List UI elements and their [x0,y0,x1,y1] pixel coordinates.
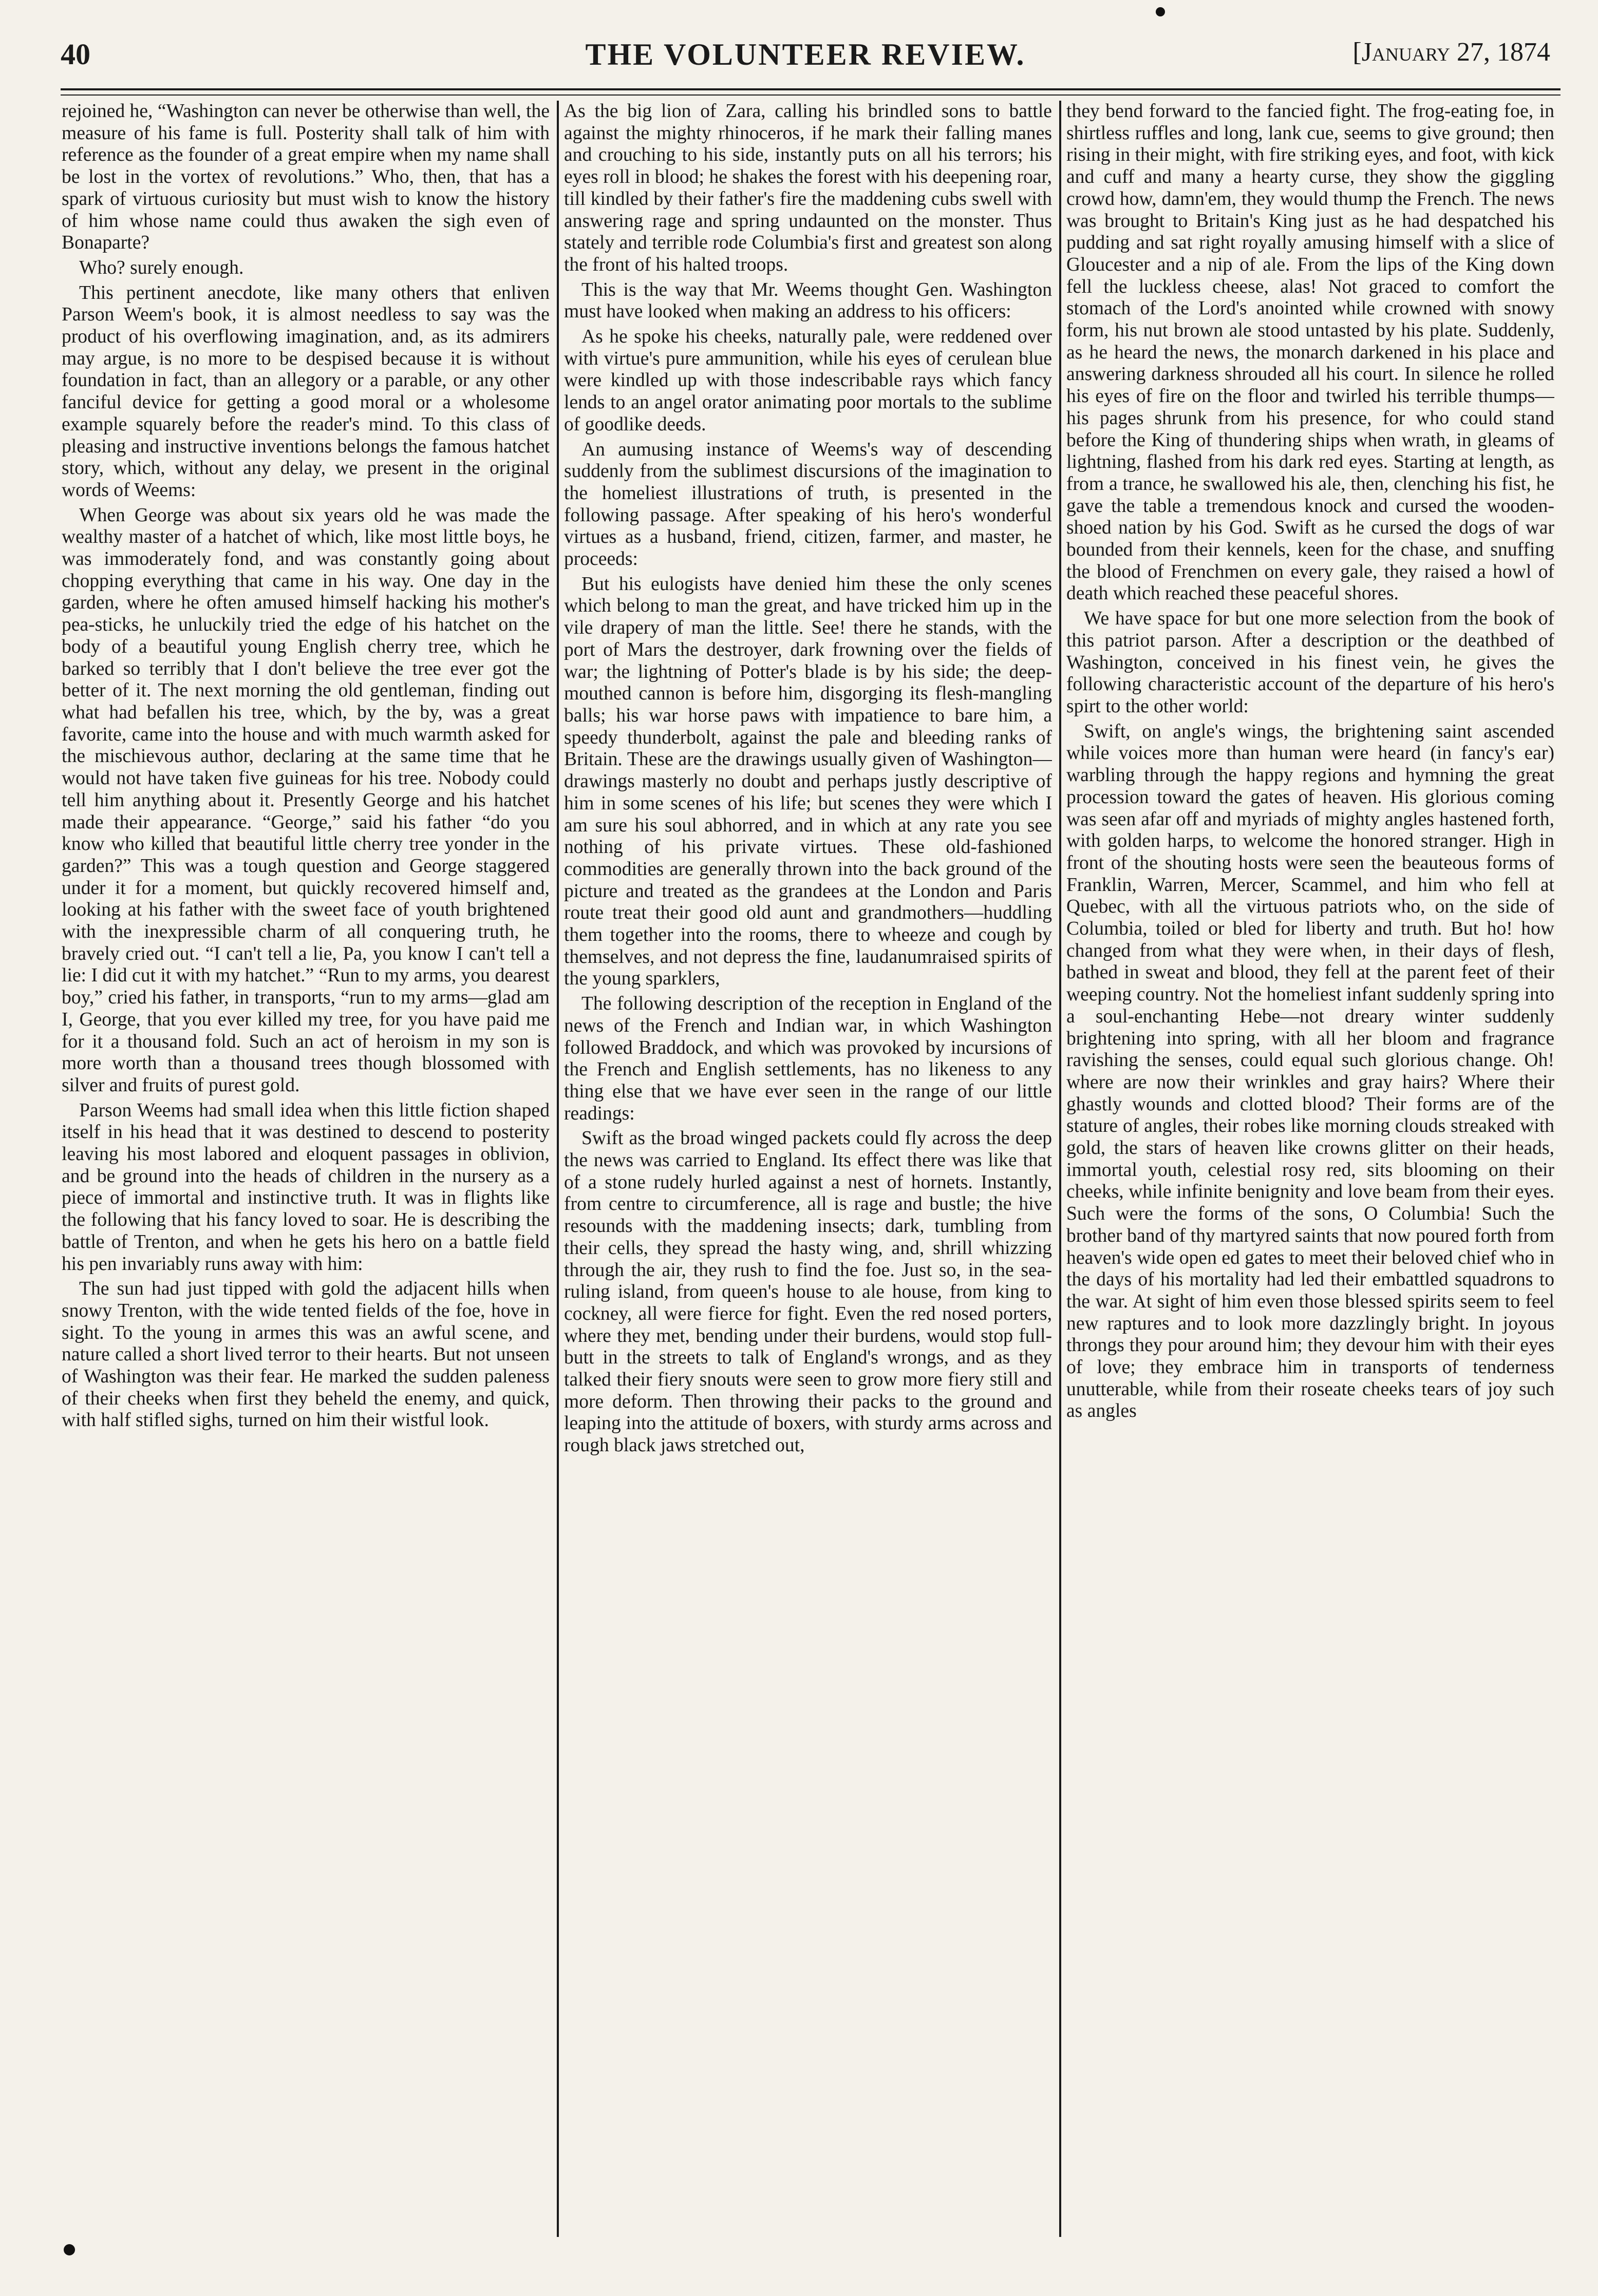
page-number: 40 [61,37,90,71]
paragraph: We have space for but one more selection from the book of this patriot parson. After a description or the deathbed of Washington, conceived in his finest vein, he gives the following characteristic account of the departure of his hero's spirt to the other world: [1066,608,1554,717]
paragraph: Parson Weems had small idea when this little fiction shaped itself in his head that it was destined to descend to posterity leaving his most labored and eloquent passages in oblivion, and be ground into the heads of children in the nursery as a piece of immortal and instinctive truth. It was in flights like the following that his fancy loved to soar. He is describing the battle of Trenton, and when he gets his hero on a battle field his pen invariably runs away with him: [62,1099,550,1275]
column-1 [62,101,550,2237]
column-3 [1066,101,1554,2237]
ink-dot [64,2244,75,2255]
paragraph: they bend forward to the fancied fight. The frog-eating foe, in shirtless ruffles and long, lank cue, seems to give ground; then rising in their might, with fire striking eyes, and foot, with kick and cuff and many a hearty curse, they show the giggling crowd how, damn'em, they would thump the French. The news was brought to Britain's King just as he had despatched his pudding and sat right royally amusing himself with a slice of Gloucester and a nip of ale. From the lips of the King down fell the luckless cheese, alas! Not graced to comfort the stomach of the Lord's anointed while crowned with snowy form, his nut brown ale stood untasted by his plate. Suddenly, as he heard the news, the monarch darkened in his place and answering darkness shrouded all his court. In silence he rolled his eyes of fire on the floor and twirled his terrible thumps—his pages shrunk from his presence, for who could stand before the King of thundering ships when wrath, in gleams of lightning, flashed from his dark red eyes. Starting at length, as from a trance, he swallowed his ale, then, clenching his fist, he gave the table a tremendous knock and cursed the wooden-shoed nation by his God. Swift as he cursed the dogs of war bounded from their kennels, keen for the chase, and snuffing the blood of Frenchmen on every gale, they raised a howl of death which reached these peaceful shores. [1066,101,1554,604]
page-header [61,37,1550,83]
paragraph: As the big lion of Zara, calling his brindled sons to battle against the mighty rhinoceros, if he mark their falling manes and crouching to his side, instantly puts on all his terrors; his eyes roll in blood; he shakes the forest with his deepening roar, till kindled by their father's fire the maddening cubs swell with answering rage and spring undaunted on the monster. Thus stately and terrible rode Columbia's first and greatest son along the front of his halted troops. [564,101,1052,275]
paragraph: An aumusing instance of Weems's way of descending suddenly from the sublimest discursions of the imagination to the homeliest illustrations of truth, is presented in the following passage. After speaking of his hero's wonderful virtues as a husband, friend, citizen, farmer, and master, he proceeds: [564,439,1052,570]
paragraph: Swift as the broad winged packets could fly across the deep the news was carried to England. Its effect there was like that of a stone rudely hurled against a nest of hornets. Instantly, from centre to circumference, all is rage and bustle; the hive resounds with the maddening insects; dark, tumbling from their cells, they spread the hasty wing, and, shrill whizzing through the air, they rush to find the foe. Just so, in the sea-ruling island, from queen's house to ale house, from king to cockney, all were fierce for fight. Even the red nosed porters, where they met, bending under their burdens, would stop full-butt in the streets to talk of England's wrongs, and as they talked their fiery snouts were seen to grow more fiery still and more deform. Then throwing their packs to the ground and leaping into the attitude of boxers, with sturdy arms across and rough black jaws stretched out, [564,1128,1052,1456]
paragraph: Swift, on angle's wings, the brightening saint ascended while voices more than human were heard (in fancy's ear) warbling through the happy regions and hymning the great procession toward the gates of heaven. His glorious coming was seen afar off and myriads of mighty angles hastened forth, with golden harps, to welcome the honored stranger. High in front of the shouting hosts were seen the beauteous forms of Franklin, Warren, Mercer, Scammel, and him who fell at Quebec, with all the virtuous patriots who, on the side of Columbia, toiled or bled for liberty and truth. But ho! how changed from what they were when, in their days of flesh, bathed in sweat and blood, they fell at the parent feet of their weeping country. Not the homeliest infant suddenly spring into a soul-enchanting Hebe—not dreary winter suddenly brightening into spring, with all her bloom and fragrance ravishing the senses, could equal such glorious change. Oh! where are now their wrinkles and gray hairs? Where their ghastly wounds and clotted blood? Their forms are of the stature of angles, their robes like morning clouds streaked with gold, the stars of heaven like crowns glitter on their heads, immortal youth, celestial rosy red, sits blooming on their cheeks, while infinite benignity and love beam from their eyes. Such were the forms of the sons, O Columbia! Such the brother band of thy martyred saints that now poured forth from heaven's wide open ed gates to meet their beloved chief who in the days of his mortality had led their embattled squadrons to the war. At sight of him even those blessed spirits seem to feel new raptures and to look more dazzlingly bright. In joyous throngs they pour around him; they devour him with their eyes of love; they embrace him in transports of tenderness unutterable, while from their roseate cheeks tears of joy such as angles [1066,720,1554,1422]
column-2 [564,101,1052,2237]
header-rule [61,88,1561,90]
paragraph: When George was about six years old he was made the wealthy master of a hatchet of which, like most little boys, he was immoderately fond, and was constantly going about chopping everything that came in his way. One day in the garden, where he often amused himself hacking his mother's pea-sticks, he unluckily tried the edge of his hatchet on the body of a beautiful young English cherry tree, which he barked so terribly that I don't believe the tree ever got the better of it. The next morning the old gentleman, finding out what had befallen his tree, which, by the by, was a great favorite, came into the house and with much warmth asked for the mischievous author, declaring at the same time that he would not have taken five guineas for his tree. Nobody could tell him anything about it. Presently George and his hatchet made their appearance. “George,” said his father “do you know who killed that beautiful little cherry tree yonder in the garden?” This was a tough question and George staggered under it for a moment, but quickly recovered himself and, looking at his father with the sweet face of youth brightened with the inexpressible charm of all conquering truth, he bravely cried out. “I can't tell a lie, Pa, you know I can't tell a lie: I did cut it with my hatchet.” “Run to my arms, you dearest boy,” cried his father, in transports, “run to my arms—glad am I, George, that you ever killed my tree, for you have paid me for it a thousand fold. Such an act of heroism in my son is more worth than a thousand trees though blossomed with silver and fruits of purest gold. [62,504,550,1096]
paragraph: Who? surely enough. [79,257,244,278]
paragraph: The sun had just tipped with gold the adjacent hills when snowy Trenton, with the wide tented fields of the foe, hove in sight. To the young in armes this was an awful scene, and nature called a short lived terror to their hearts. But not unseen of Washington was their fear. He marked the sudden paleness of their cheeks when first they beheld the enemy, and quick, with half stifled sighs, turned on him their wistful look. [62,1278,550,1431]
paragraph: This is the way that Mr. Weems thought Gen. Washington must have looked when making an address to his officers: [564,279,1052,322]
column-divider [557,101,559,2237]
publication-title: THE VOLUNTEER REVIEW. [585,37,1026,71]
paragraph: This pertinent anecdote, like many others that enliven Parson Weem's book, it is almost needless to say was the product of his overflowing imagination, and, as its admirers may argue, is no more to be despised because it is without foundation in fact, than an allegory or a parable, or any other fanciful device for getting a good moral or a wholesome example squarely before the reader's mind. To this class of pleasing and instructive inventions belongs the famous hatchet story, which, without any delay, we present in the original words of Weems: [62,282,550,501]
header-rule-thin [61,94,1561,96]
issue-date: [January 27, 1874 [1352,37,1550,67]
ink-dot [1156,7,1165,16]
paragraph: But his eulogists have denied him these the only scenes which belong to man the great, and have tricked him up in the vile drapery of man the little. See! there he stands, with the port of Mars the destroyer, dark frowning over the fields of war; the lightning of Potter's blade is by his side; the deep-mouthed cannon is before him, disgorging its flesh-mangling balls; his war horse paws with impatience to bare him, a speedy thunderbolt, against the pale and bleeding ranks of Britain. These are the drawings usually given of Washington—drawings masterly no doubt and perhaps justly descriptive of him in some scenes of his life; but scenes they were which I am sure his soul abhorred, and in which at any rate you see nothing of his private virtues. These old-fashioned commodities are generally thrown into the back ground of the picture and treated as the grandees at the London and Paris route treat their good old aunt and grandmothers—huddling them together into the rooms, there to wheeze and cough by themselves, and not depress the fine, laudanumraised spirits of the young sparklers, [564,573,1052,990]
column-divider [1059,101,1061,2237]
paragraph: As he spoke his cheeks, naturally pale, were reddened over with virtue's pure ammunition, while his eyes of cerulean blue were kindled up with those indescribable rays which fancy lends to an angel orator animating poor mortals to the sublime of goodlike deeds. [564,326,1052,435]
paragraph: The following description of the reception in England of the news of the French and Indian war, in which Washington followed Braddock, and which was provoked by incursions of the French and English settlements, has no likeness to any thing else that we have ever seen in the range of our little readings: [564,993,1052,1124]
paragraph: rejoined he, “Washington can never be otherwise than well, the measure of his fame is full. Posterity shall talk of him with reference as the founder of a great empire when my name shall be lost in the vortex of revolutions.” Who, then, that has a spark of virtuous curiosity but must wish to know the history of him whose name could thus awaken the sigh even of Bonaparte? [62,101,550,254]
